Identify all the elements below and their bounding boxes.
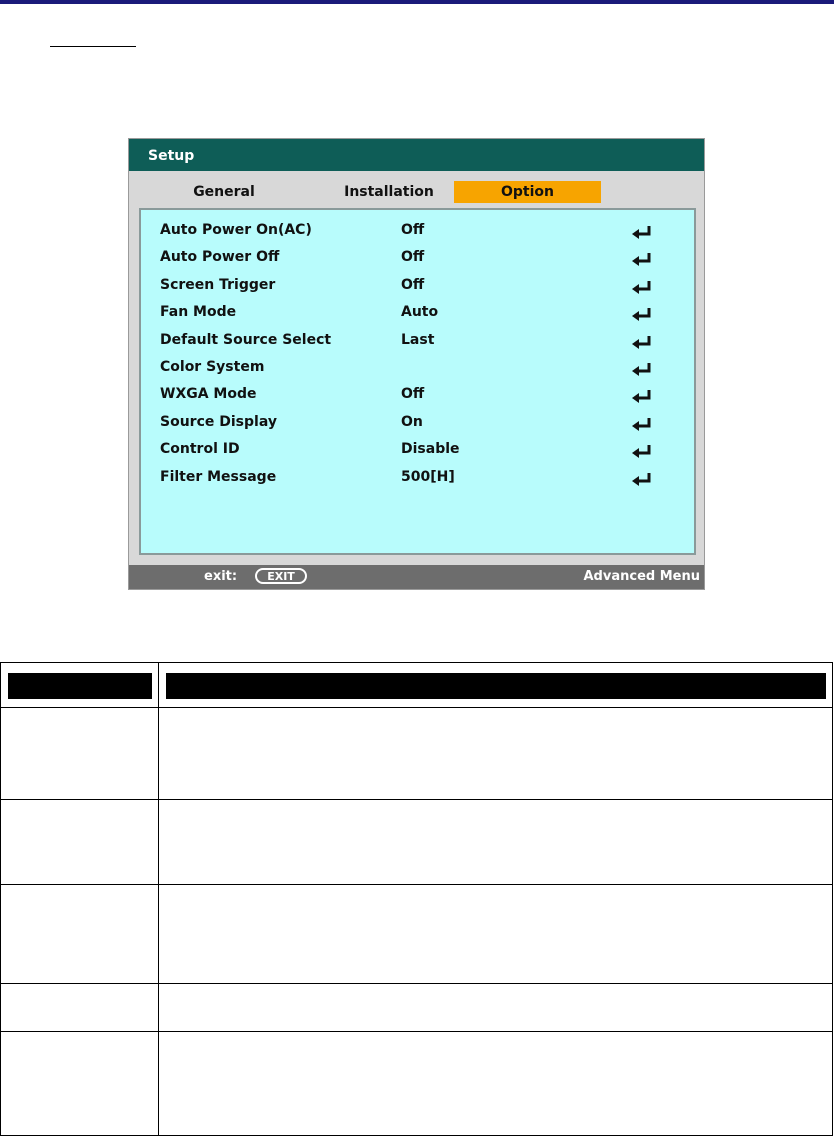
enter-arrow-icon[interactable] bbox=[631, 471, 655, 487]
row-divider bbox=[1, 1031, 832, 1032]
menu-row-value: Off bbox=[401, 222, 425, 238]
enter-arrow-icon[interactable] bbox=[631, 388, 655, 404]
menu-footer bbox=[129, 565, 704, 589]
menu-row-label: Auto Power On(AC) bbox=[160, 222, 312, 238]
exit-button[interactable]: EXIT bbox=[255, 568, 307, 584]
enter-arrow-icon[interactable] bbox=[631, 251, 655, 267]
menu-row-label: Source Display bbox=[160, 414, 277, 430]
menu-row-screen-trigger[interactable] bbox=[141, 273, 694, 300]
top-rule bbox=[0, 0, 834, 4]
description-table bbox=[0, 662, 833, 1136]
table-header-description bbox=[166, 673, 826, 699]
row-divider bbox=[1, 983, 832, 984]
menu-row-auto-power-on[interactable] bbox=[141, 218, 694, 245]
menu-row-value: Off bbox=[401, 249, 425, 265]
option-panel bbox=[139, 208, 696, 555]
tab-general[interactable]: General bbox=[193, 184, 255, 200]
tab-bar bbox=[139, 173, 696, 207]
menu-row-auto-power-off[interactable] bbox=[141, 245, 694, 272]
menu-row-label: Control ID bbox=[160, 441, 240, 457]
menu-row-label: Color System bbox=[160, 359, 265, 375]
row-divider bbox=[1, 884, 832, 885]
tab-installation[interactable]: Installation bbox=[344, 184, 434, 200]
menu-row-default-source-select[interactable] bbox=[141, 328, 694, 355]
enter-arrow-icon[interactable] bbox=[631, 279, 655, 295]
menu-row-color-system[interactable] bbox=[141, 355, 694, 382]
enter-arrow-icon[interactable] bbox=[631, 334, 655, 350]
menu-row-value: Last bbox=[401, 332, 435, 348]
menu-row-label: Fan Mode bbox=[160, 304, 237, 320]
menu-row-label: WXGA Mode bbox=[160, 386, 257, 402]
menu-row-source-display[interactable] bbox=[141, 410, 694, 437]
menu-title: Setup bbox=[129, 139, 704, 171]
menu-row-control-id[interactable] bbox=[141, 437, 694, 464]
tab-option[interactable]: Option bbox=[454, 181, 601, 203]
menu-row-filter-message[interactable] bbox=[141, 465, 694, 492]
menu-row-label: Default Source Select bbox=[160, 332, 332, 348]
menu-row-value: Disable bbox=[401, 441, 460, 457]
menu-row-value: On bbox=[401, 414, 423, 430]
menu-row-value: Off bbox=[401, 277, 425, 293]
menu-row-wxga-mode[interactable] bbox=[141, 382, 694, 409]
row-divider bbox=[1, 707, 832, 708]
menu-row-label: Auto Power Off bbox=[160, 249, 280, 265]
enter-arrow-icon[interactable] bbox=[631, 306, 655, 322]
menu-row-value: Off bbox=[401, 386, 425, 402]
menu-row-value: Auto bbox=[401, 304, 439, 320]
exit-label: exit: bbox=[204, 569, 238, 584]
row-divider bbox=[1, 799, 832, 800]
menu-row-label: Screen Trigger bbox=[160, 277, 276, 293]
table-header-item bbox=[8, 673, 152, 699]
menu-row-label: Filter Message bbox=[160, 469, 277, 485]
menu-row-value: 500[H] bbox=[401, 469, 455, 485]
advanced-menu-label: Advanced Menu bbox=[583, 569, 700, 584]
enter-arrow-icon[interactable] bbox=[631, 224, 655, 240]
column-divider bbox=[158, 663, 159, 1135]
enter-arrow-icon[interactable] bbox=[631, 416, 655, 432]
enter-arrow-icon[interactable] bbox=[631, 443, 655, 459]
enter-arrow-icon[interactable] bbox=[631, 361, 655, 377]
heading-underline bbox=[50, 46, 136, 47]
setup-menu bbox=[128, 138, 705, 590]
menu-row-fan-mode[interactable] bbox=[141, 300, 694, 327]
